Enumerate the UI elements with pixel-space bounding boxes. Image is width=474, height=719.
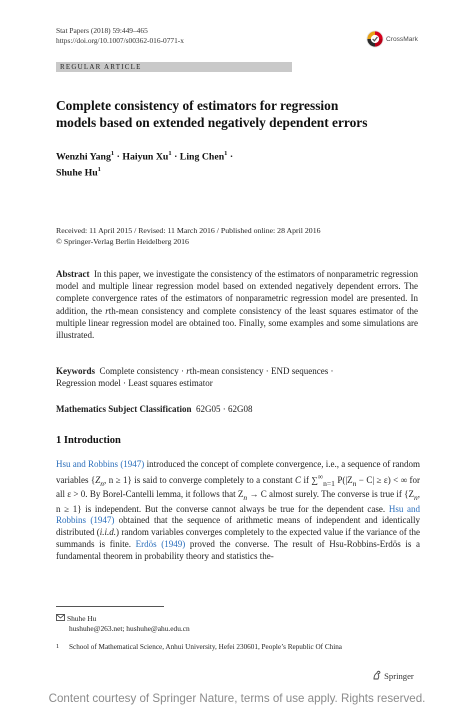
keyword: th-mean consistency	[189, 366, 264, 376]
affiliation-text: School of Mathematical Science, Anhui University, Hefei 230601, People’s Republic Of China	[69, 643, 342, 651]
copyright-notice: © Springer-Verlag Berlin Heidelberg 2016	[56, 236, 189, 246]
body-text: introduced the concept of complete convergence, i.e., a sequence of random variables {	[56, 459, 421, 485]
crossmark-badge[interactable]	[366, 30, 446, 50]
body-text: obtained that the sequence of arithmetic means of independent and identically distributed (	[56, 515, 420, 538]
introduction-paragraph	[56, 459, 420, 562]
body-text: − C| ≥ ε) < ∞ for all ε > 0. By Borel-Cantelli lemma, it follows that Z	[56, 474, 420, 500]
publication-history	[56, 226, 436, 248]
keyword-separator: ·	[265, 366, 269, 376]
received-dates: Received: 11 April 2015 / Revised: 11 March 2016 / Published online: 28 April 2016	[56, 226, 321, 235]
abstract-text: In this paper, we investigate the consistency of the estimators of nonparametric regression model and multiple linear regression model based on extended negatively dependent errors. The complete convergence rates of the estimators of nonparametric regression model are presented. In addition, the	[56, 269, 418, 316]
author-name[interactable]: Wenzhi Yang	[56, 151, 111, 163]
subject-classification	[56, 403, 418, 415]
math-subscript: n	[100, 478, 105, 488]
math-subscript: n=1	[323, 478, 335, 488]
journal-citation	[56, 26, 184, 45]
section-heading	[56, 435, 121, 446]
author-name[interactable]: Haiyun Xu	[122, 151, 169, 163]
author-list	[56, 147, 436, 180]
math-symbol: C	[295, 474, 302, 485]
math-symbol: Z	[95, 474, 101, 485]
contact-email[interactable]: hushuhe@263.net; hushuhe@ahu.edu.cn	[69, 624, 190, 633]
body-text: if ∑	[301, 474, 318, 485]
keywords-label: Keywords	[56, 366, 95, 376]
springer-wordmark: Springer	[384, 671, 414, 681]
author-name[interactable]: Shuhe Hu	[56, 167, 98, 179]
crossmark-label: CrossMark	[386, 36, 418, 43]
title-line-2: models based on extended negatively dependent errors	[56, 114, 368, 130]
courtesy-notice: Content courtesy of Springer Nature, terms of use apply. Rights reserved.	[48, 692, 426, 705]
section-title: Introduction	[63, 435, 121, 446]
abstract-label: Abstract	[56, 269, 90, 279]
citation-link[interactable]: Erdös (1949)	[135, 538, 186, 549]
keyword: Complete consistency	[99, 366, 179, 376]
section-number: 1	[56, 435, 62, 446]
math-subscript: n	[243, 493, 248, 502]
journal-issue: Stat Papers (2018) 59:449–465	[56, 26, 148, 35]
author-separator: ·	[116, 151, 120, 163]
body-text: , n ≥ 1} is independent. But the converse cannot always be true for the dependent case.	[56, 489, 420, 514]
math-superscript: ∞	[317, 471, 324, 481]
math-subscript: n	[414, 493, 418, 502]
affiliation-number: 1	[56, 643, 60, 650]
doi-link[interactable]: https://doi.org/10.1007/s00362-016-0771-x	[56, 35, 184, 45]
citation-link[interactable]: Hsu and Robbins (1947)	[56, 503, 420, 526]
keyword: END sequences	[270, 366, 329, 376]
envelope-icon	[56, 614, 67, 624]
affiliation-mark: 1	[168, 150, 172, 157]
author-separator: ·	[229, 151, 234, 163]
keyword-separator: ·	[330, 366, 334, 376]
body-text: → C almost surely. The converse is true if {Z	[247, 489, 414, 500]
abstract-r-symbol: r	[105, 305, 109, 316]
author-name[interactable]: Ling Chen	[179, 151, 225, 163]
math-subscript: n	[352, 478, 357, 488]
msc-code: 62G08	[227, 404, 253, 414]
article-title	[56, 98, 436, 131]
keyword: Regression model	[56, 378, 121, 389]
citation-link[interactable]: Hsu and Robbins (1947)	[56, 459, 145, 469]
abstract	[56, 268, 418, 341]
abstract-text-continued: th-mean consistency and complete consistency of the least squares estimator of the multiple linear regression model are obtained too. Finally, some examples and some simulations are illustrated.	[56, 305, 419, 341]
affiliation-footnote	[56, 642, 436, 652]
body-text: ) random variables converges completely to the expected value if the variance of the summands is finite.	[56, 527, 420, 549]
author-separator: ·	[174, 151, 178, 163]
article-type-label: REGULAR ARTICLE	[60, 63, 142, 71]
affiliation-mark: 1	[224, 150, 228, 157]
body-text: P(|Z	[334, 474, 353, 485]
keyword-separator: ·	[180, 366, 184, 376]
body-text: , n ≥ 1} is said to converge completely to a constant	[104, 474, 295, 485]
msc-separator: ·	[222, 404, 226, 414]
crossmark-icon	[366, 30, 384, 48]
msc-label: Mathematics Subject Classification	[56, 404, 192, 414]
keyword: Least squares estimator	[128, 378, 213, 389]
affiliation-mark: 1	[110, 150, 115, 157]
msc-code: 62G05	[195, 404, 221, 414]
springer-horse-icon	[372, 670, 382, 680]
footnote-rule	[56, 606, 164, 607]
title-line-1: Complete consistency of estimators for regression	[56, 98, 339, 113]
iid-abbreviation: i.i.d.	[99, 527, 117, 538]
corresponding-author	[56, 614, 190, 634]
keywords	[56, 365, 418, 389]
affiliation-mark: 1	[97, 166, 101, 174]
keyword-separator: ·	[123, 378, 126, 389]
keyword-r-symbol: r	[186, 366, 190, 376]
body-text: proved the converse. The result of Hsu-Robbins-Erdös is a fundamental theorem in probability theory and statistics the-	[56, 538, 420, 561]
springer-logo	[372, 670, 414, 681]
contact-name: Shuhe Hu	[67, 614, 97, 623]
